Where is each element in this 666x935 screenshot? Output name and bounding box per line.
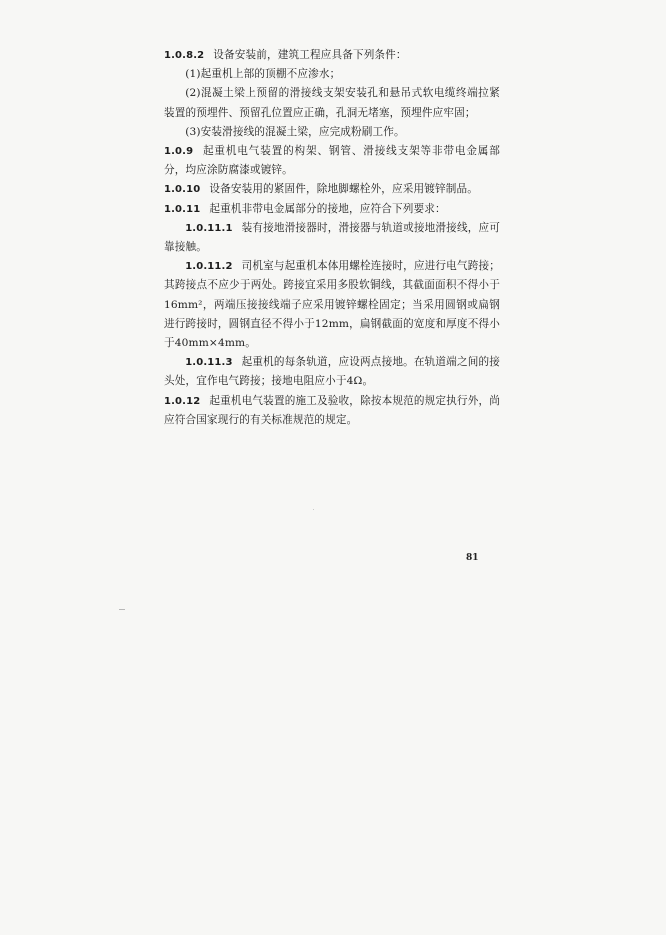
clause-text: 起重机非带电金属部分的接地，应符合下列要求：	[209, 202, 446, 215]
clause-1-0-11-2	[164, 257, 500, 353]
clause-text: 司机室与起重机本体用螺栓连接时，应进行电气跨接；其跨接点不应少于两处。跨接宜采用多股软铜线，其截面面积不得小于16mm²，两端压接接线端子应采用镀锌螺栓固定；当采用圆钢或扁钢进行跨接时，圆钢直径不得小于12mm，扁钢截面的宽度和厚度不得小于40mm×4mm。	[164, 260, 500, 350]
clause-1-0-11	[164, 200, 500, 219]
clause-text: 设备安装前，建筑工程应具备下列条件：	[213, 49, 407, 61]
clause-number: 1.0.12	[164, 395, 201, 407]
clause-text: 起重机电气装置的构架、钢管、滑接线支架等非带电金属部分，均应涂防腐漆或镀锌。	[164, 145, 500, 177]
clause-text: 装有接地滑接器时，滑接器与轨道或接地滑接线，应可靠接触。	[164, 221, 500, 254]
clause-1-0-11-3	[164, 353, 500, 391]
clause-1-0-11-1	[164, 219, 500, 257]
clause-text: 起重机的每条轨道，应设两点接地。在轨道端之间的接头处，宜作电气跨接；接地电阻应小于4Ω。	[164, 356, 500, 388]
clause-1-0-9	[164, 142, 500, 180]
clause-1-0-8-2	[164, 46, 500, 65]
clause-1-0-12	[164, 392, 500, 430]
clause-number: 1.0.10	[164, 184, 201, 196]
clause-text: (2)混凝土梁上预留的滑接线支架安装孔和悬吊式软电缆终端拉紧装置的预埋件、预留孔位置应正确，孔洞无堵塞，预埋件应牢固；	[164, 87, 500, 119]
clause-text: 起重机电气装置的施工及验收，除按本规范的规定执行外，尚应符合国家现行的有关标准规范的规定。	[164, 394, 500, 426]
clause-number: 1.0.8.2	[164, 50, 205, 61]
clause-number: 1.0.9	[164, 146, 194, 158]
scan-mark	[119, 609, 125, 610]
clause-number: 1.0.11.2	[185, 261, 233, 273]
clause-number: 1.0.11	[164, 203, 201, 215]
clause-1-0-10	[164, 180, 500, 199]
clause-text: (3)安装滑接线的混凝土梁，应完成粉刷工作。	[185, 125, 405, 138]
page-number: 81	[466, 553, 479, 563]
condition-item-2	[164, 84, 500, 122]
scan-speck	[313, 509, 314, 510]
condition-item-1	[164, 65, 500, 84]
clause-text: 设备安装用的紧固件，除地脚螺栓外，应采用镀锌制品。	[209, 183, 478, 196]
clause-number: 1.0.11.3	[185, 357, 233, 369]
condition-item-3	[164, 123, 500, 142]
clause-text: (1)起重机上部的顶棚不应渗水；	[185, 68, 341, 81]
clause-number: 1.0.11.1	[185, 222, 233, 234]
body-text	[164, 46, 500, 430]
